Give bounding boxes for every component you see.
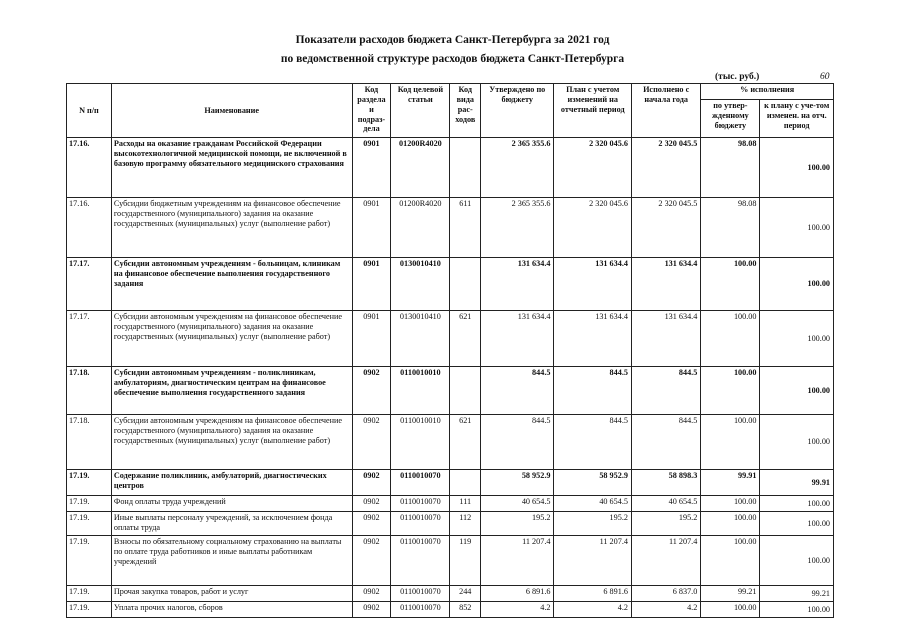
row-executed: 2 320 045.5 [631,198,700,258]
row-target-code: 01200R4020 [391,198,450,258]
table-row [67,496,834,512]
row-number: 17.19. [67,586,112,602]
row-name: Субсидии бюджетным учреждениям на финансовое обеспечение государственного (муниципального) задания на оказание государственных (муниципальных) услуг (выполнение работ) [111,198,352,258]
row-pct-approved: 100.00 [701,311,760,367]
col-header-section: Код раздела и подраз-дела [352,84,391,138]
row-pct-plan: 99.91 [760,470,834,496]
table-row [67,602,834,618]
col-header-pct-group: % исполнения [701,84,834,100]
row-number: 17.19. [67,536,112,586]
row-kind-code: 611 [450,198,481,258]
row-number: 17.17. [67,311,112,367]
row-name: Иные выплаты персоналу учреждений, за исключением фонда оплаты труда [111,512,352,536]
row-section-code: 0901 [352,198,391,258]
col-header-name: Наименование [111,84,352,138]
row-section-code: 0901 [352,311,391,367]
report-title: Показатели расходов бюджета Санкт-Петербурга за 2021 год [295,34,610,46]
row-target-code: 0110010070 [391,470,450,496]
row-approved: 6 891.6 [481,586,554,602]
row-approved: 131 634.4 [481,258,554,311]
row-kind-code [450,138,481,198]
row-number: 17.18. [67,415,112,470]
row-pct-approved: 99.91 [701,470,760,496]
row-target-code: 0110010010 [391,415,450,470]
row-pct-approved: 100.00 [701,512,760,536]
row-plan: 2 320 045.6 [554,198,632,258]
row-executed: 58 898.3 [631,470,700,496]
table-row [67,198,834,258]
table-row [67,367,834,415]
col-header-kind: Код вида рас-ходов [450,84,481,138]
row-executed: 844.5 [631,415,700,470]
row-kind-code: 112 [450,512,481,536]
row-name: Прочая закупка товаров, работ и услуг [111,586,352,602]
row-name: Фонд оплаты труда учреждений [111,496,352,512]
units-label: (тыс. руб.) [715,72,760,82]
row-executed: 40 654.5 [631,496,700,512]
row-section-code: 0902 [352,602,391,618]
row-plan: 844.5 [554,415,632,470]
row-plan: 844.5 [554,367,632,415]
col-header-plan: План с учетом изменений на отчетный период [554,84,632,138]
row-kind-code [450,367,481,415]
row-approved: 131 634.4 [481,311,554,367]
row-number: 17.16. [67,138,112,198]
row-executed: 195.2 [631,512,700,536]
row-pct-approved: 99.21 [701,586,760,602]
row-number: 17.19. [67,602,112,618]
row-approved: 11 207.4 [481,536,554,586]
col-header-approved: Утверждено по бюджету [481,84,554,138]
row-plan: 40 654.5 [554,496,632,512]
row-executed: 4.2 [631,602,700,618]
row-plan: 6 891.6 [554,586,632,602]
row-pct-plan: 100.00 [760,512,834,536]
row-plan: 195.2 [554,512,632,536]
table-row [67,415,834,470]
row-section-code: 0902 [352,536,391,586]
row-name: Уплата прочих налогов, сборов [111,602,352,618]
row-kind-code: 621 [450,415,481,470]
row-number: 17.17. [67,258,112,311]
table-row [67,586,834,602]
col-header-pct-approved: по утвер-жденному бюджету [701,100,760,138]
row-target-code: 0130010410 [391,258,450,311]
row-name: Субсидии автономным учреждениям - больницам, клиникам на финансовое обеспечение выполнения государственного задания [111,258,352,311]
row-pct-approved: 100.00 [701,496,760,512]
row-target-code: 0110010070 [391,602,450,618]
row-pct-plan: 100.00 [760,496,834,512]
row-pct-plan: 100.00 [760,536,834,586]
row-pct-approved: 98.08 [701,138,760,198]
row-name: Расходы на оказание гражданам Российской Федерации высокотехнологичной медицинской помощи, не включенной в базовую программу обязательного медицинского страхования [111,138,352,198]
row-section-code: 0902 [352,496,391,512]
page-number: 60 [820,72,830,82]
col-header-target: Код целевой статьи [391,84,450,138]
row-executed: 2 320 045.5 [631,138,700,198]
row-plan: 131 634.4 [554,258,632,311]
row-target-code: 0110010070 [391,536,450,586]
row-number: 17.18. [67,367,112,415]
row-kind-code: 119 [450,536,481,586]
row-pct-plan: 100.00 [760,311,834,367]
row-kind-code: 852 [450,602,481,618]
row-executed: 6 837.0 [631,586,700,602]
row-target-code: 0110010070 [391,496,450,512]
table-row [67,258,834,311]
row-pct-plan: 99.21 [760,586,834,602]
row-approved: 2 365 355.6 [481,138,554,198]
row-target-code: 0110010070 [391,586,450,602]
row-pct-plan: 100.00 [760,138,834,198]
row-plan: 131 634.4 [554,311,632,367]
row-number: 17.19. [67,470,112,496]
row-pct-plan: 100.00 [760,258,834,311]
row-pct-plan: 100.00 [760,367,834,415]
row-executed: 844.5 [631,367,700,415]
row-pct-approved: 100.00 [701,415,760,470]
table-row [67,470,834,496]
col-header-executed: Исполнено с начала года [631,84,700,138]
row-target-code: 0110010010 [391,367,450,415]
row-target-code: 0130010410 [391,311,450,367]
row-pct-approved: 100.00 [701,258,760,311]
row-pct-plan: 100.00 [760,602,834,618]
row-name: Субсидии автономным учреждениям - поликлиникам, амбулаториям, диагностическим центрам на финансовое обеспечение выполнения государственного задания [111,367,352,415]
row-section-code: 0902 [352,415,391,470]
row-section-code: 0902 [352,367,391,415]
row-number: 17.16. [67,198,112,258]
row-kind-code: 621 [450,311,481,367]
row-approved: 195.2 [481,512,554,536]
row-number: 17.19. [67,512,112,536]
col-header-num: N п/п [67,84,112,138]
row-kind-code [450,470,481,496]
row-plan: 11 207.4 [554,536,632,586]
table-row [67,138,834,198]
row-name: Взносы по обязательному социальному страхованию на выплаты по оплате труда работников и иные выплаты работникам учреждений [111,536,352,586]
row-pct-approved: 100.00 [701,602,760,618]
table-row [67,536,834,586]
row-pct-plan: 100.00 [760,415,834,470]
row-target-code: 0110010070 [391,512,450,536]
row-executed: 11 207.4 [631,536,700,586]
row-approved: 58 952.9 [481,470,554,496]
row-plan: 2 320 045.6 [554,138,632,198]
row-approved: 4.2 [481,602,554,618]
row-pct-plan: 100.00 [760,198,834,258]
row-approved: 40 654.5 [481,496,554,512]
row-target-code: 01200R4020 [391,138,450,198]
row-section-code: 0902 [352,586,391,602]
row-kind-code [450,258,481,311]
row-approved: 2 365 355.6 [481,198,554,258]
row-name: Содержание поликлиник, амбулаторий, диагностических центров [111,470,352,496]
row-section-code: 0902 [352,512,391,536]
row-executed: 131 634.4 [631,311,700,367]
row-plan: 4.2 [554,602,632,618]
row-executed: 131 634.4 [631,258,700,311]
row-pct-approved: 100.00 [701,536,760,586]
row-pct-approved: 100.00 [701,367,760,415]
row-section-code: 0902 [352,470,391,496]
row-name: Субсидии автономным учреждениям на финансовое обеспечение государственного (муниципального) задания на оказание государственных (муниципальных) услуг (выполнение работ) [111,415,352,470]
table-row [67,311,834,367]
row-kind-code: 111 [450,496,481,512]
col-header-pct-plan: к плану с уче-том изменен. на отч. период [760,100,834,138]
row-approved: 844.5 [481,367,554,415]
row-section-code: 0901 [352,258,391,311]
row-pct-approved: 98.08 [701,198,760,258]
row-section-code: 0901 [352,138,391,198]
row-kind-code: 244 [450,586,481,602]
report-subtitle: по ведомственной структуре расходов бюджета Санкт-Петербурга [280,53,625,65]
row-number: 17.19. [67,496,112,512]
budget-table [66,83,834,618]
row-plan: 58 952.9 [554,470,632,496]
table-row [67,512,834,536]
row-name: Субсидии автономным учреждениям на финансовое обеспечение государственного (муниципального) задания на оказание государственных (муниципальных) услуг (выполнение работ) [111,311,352,367]
row-approved: 844.5 [481,415,554,470]
